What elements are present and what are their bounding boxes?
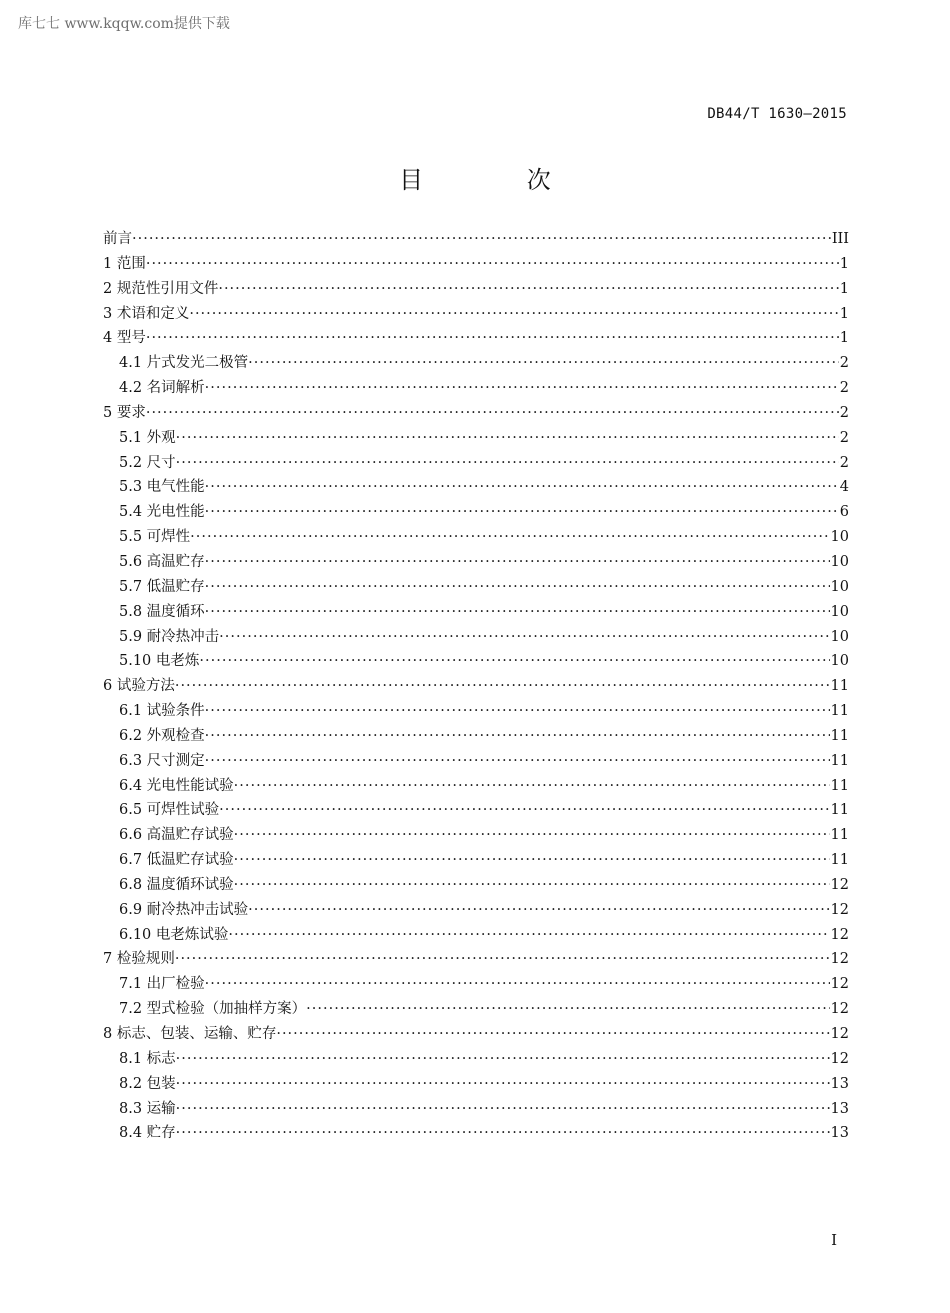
toc-entry-label: 贮存 <box>146 1125 176 1142</box>
toc-entry-number: 6.5 <box>119 802 147 819</box>
toc-entry-number: 6.3 <box>119 752 147 769</box>
toc-entry[interactable] <box>103 823 849 848</box>
toc-leader-dots <box>176 1121 830 1146</box>
toc-entry-label: 耐冷热冲击 <box>146 628 220 645</box>
toc-leader-dots <box>205 475 839 500</box>
toc-entry-label: 耐冷热冲击试验 <box>146 901 249 918</box>
toc-entry-label: 光电性能 <box>146 504 205 521</box>
toc-entry-label: 可焊性试验 <box>146 802 220 819</box>
toc-entry-label: 要求 <box>116 404 146 421</box>
document-code: DB44/T 1630—2015 <box>707 106 847 122</box>
watermark-text: 库七七 www.kqqw.com提供下载 <box>18 16 230 32</box>
toc-entry[interactable] <box>103 947 849 972</box>
toc-entry-number: 5.4 <box>119 504 147 521</box>
toc-entry-page: 2 <box>839 380 849 397</box>
toc-entry-page: 12 <box>830 1001 849 1018</box>
toc-entry-page: 13 <box>830 1075 849 1092</box>
toc-entry-number: 4 <box>103 330 117 347</box>
toc-entry[interactable] <box>103 252 849 277</box>
toc-leader-dots <box>218 277 838 302</box>
toc-leader-dots <box>176 1097 830 1122</box>
toc-entry-number: 1 <box>103 255 117 272</box>
toc-entry-number: 7.1 <box>119 976 147 993</box>
toc-entry-page: 11 <box>830 678 849 695</box>
toc-entry[interactable] <box>103 351 849 376</box>
toc-entry-page: 1 <box>839 330 849 347</box>
toc-entry-number: 6.6 <box>119 827 147 844</box>
toc-leader-dots <box>176 426 839 451</box>
toc-leader-dots <box>205 500 839 525</box>
toc-entry[interactable] <box>103 500 849 525</box>
toc-entry-number: 5 <box>103 404 117 421</box>
toc-entry[interactable] <box>103 401 849 426</box>
toc-entry-page: 12 <box>830 976 849 993</box>
page-number: I <box>831 1231 837 1249</box>
toc-entry[interactable] <box>103 600 849 625</box>
toc-entry-page: 11 <box>830 703 849 720</box>
toc-entry-page: 13 <box>830 1100 849 1117</box>
toc-leader-dots <box>176 451 839 476</box>
toc-entry-label: 片式发光二极管 <box>146 355 249 372</box>
toc-entry-label: 运输 <box>146 1100 176 1117</box>
toc-leader-dots <box>146 401 839 426</box>
toc-entry-page: 12 <box>830 876 849 893</box>
toc-entry-label: 低温贮存试验 <box>146 852 234 869</box>
toc-leader-dots <box>234 873 830 898</box>
toc-entry[interactable] <box>103 1022 849 1047</box>
toc-entry-page: 11 <box>830 852 849 869</box>
toc-entry-number: 5.3 <box>119 479 147 496</box>
toc-entry-page: 2 <box>839 355 849 372</box>
toc-leader-dots <box>146 326 839 351</box>
toc-entry-page: 4 <box>839 479 849 496</box>
page-title: 目 次 <box>399 166 599 194</box>
toc-entry-label: 温度循环试验 <box>146 876 234 893</box>
toc-entry-label: 可焊性 <box>146 529 191 546</box>
toc-entry[interactable] <box>103 749 849 774</box>
toc-entry-page: 12 <box>830 1026 849 1042</box>
toc-entry-label: 范围 <box>116 255 146 272</box>
toc-entry-page: 10 <box>830 529 849 546</box>
toc-entry[interactable] <box>103 326 849 351</box>
toc-entry-number: 5.8 <box>119 603 147 620</box>
toc-entry[interactable] <box>103 972 849 997</box>
toc-entry-number: 6.8 <box>119 876 147 893</box>
toc-entry-number: 7 <box>103 951 117 968</box>
toc-entry-label: 标志 <box>146 1050 176 1067</box>
toc-leader-dots <box>205 376 839 401</box>
toc-entry-number: 6 <box>103 678 117 695</box>
toc-entry-page: 10 <box>830 578 849 595</box>
toc-entry-label: 温度循环 <box>146 603 205 620</box>
toc-leader-dots <box>234 848 830 873</box>
toc-entry[interactable] <box>103 227 849 252</box>
toc-entry[interactable] <box>103 525 849 550</box>
toc-entry-page: 12 <box>830 1050 849 1067</box>
toc-leader-dots <box>205 575 830 600</box>
toc-entry-label: 光电性能试验 <box>146 777 234 794</box>
toc-leader-dots <box>205 724 830 749</box>
toc-entry-number: 5.2 <box>119 454 147 471</box>
toc-entry-number: 6.4 <box>119 777 147 794</box>
toc-leader-dots <box>205 600 830 625</box>
toc-entry-number: 5.6 <box>119 553 147 570</box>
toc-entry-page: 10 <box>830 553 849 570</box>
toc-entry-number: 8.1 <box>119 1050 147 1067</box>
toc-leader-dots <box>248 898 829 923</box>
toc-entry-number: 8 <box>103 1026 117 1042</box>
toc-entry-page: 10 <box>830 653 849 670</box>
toc-entry-page: 12 <box>830 926 849 943</box>
table-of-contents <box>103 227 849 1146</box>
toc-entry-page: 11 <box>830 827 849 844</box>
toc-entry[interactable] <box>103 451 849 476</box>
toc-entry[interactable] <box>103 1072 849 1097</box>
toc-leader-dots <box>219 625 829 650</box>
toc-entry-number: 5.10 <box>119 653 156 670</box>
toc-leader-dots <box>132 227 831 252</box>
toc-entry-page: 2 <box>839 404 849 421</box>
toc-leader-dots <box>205 972 830 997</box>
toc-entry-label: 尺寸测定 <box>146 752 205 769</box>
toc-leader-dots <box>175 674 830 699</box>
toc-entry-page: 11 <box>830 752 849 769</box>
toc-entry[interactable] <box>103 923 849 948</box>
toc-entry-page: 11 <box>830 727 849 744</box>
toc-leader-dots <box>205 550 830 575</box>
toc-leader-dots <box>205 699 830 724</box>
toc-entry[interactable] <box>103 873 849 898</box>
toc-entry-number: 8.2 <box>119 1075 147 1092</box>
toc-entry-page: 10 <box>830 603 849 620</box>
toc-leader-dots <box>189 302 838 327</box>
toc-entry-label: 出厂检验 <box>146 976 205 993</box>
toc-entry-label: 标志、包装、运输、贮存 <box>116 1026 277 1042</box>
toc-entry-number: 6.7 <box>119 852 147 869</box>
toc-entry-number: 7.2 <box>119 1001 147 1018</box>
toc-entry-page: 6 <box>839 504 849 521</box>
toc-entry-label: 尺寸 <box>146 454 176 471</box>
toc-entry-page: 11 <box>830 802 849 819</box>
toc-entry[interactable] <box>103 997 849 1022</box>
toc-leader-dots <box>228 923 829 948</box>
toc-entry-page: 2 <box>839 429 849 446</box>
toc-entry-page: 12 <box>830 951 849 968</box>
toc-leader-dots <box>234 823 830 848</box>
toc-leader-dots <box>146 252 839 277</box>
toc-entry-label: 型号 <box>116 330 146 347</box>
toc-entry-number: 3 <box>103 305 117 322</box>
toc-entry[interactable] <box>103 575 849 600</box>
toc-entry-label: 试验方法 <box>116 678 175 695</box>
toc-entry-page: 12 <box>830 901 849 918</box>
toc-entry-label: 外观检查 <box>146 727 205 744</box>
toc-leader-dots <box>176 1072 830 1097</box>
toc-entry[interactable] <box>103 1097 849 1122</box>
toc-entry[interactable] <box>103 774 849 799</box>
toc-entry-number: 6.10 <box>119 926 156 943</box>
toc-entry[interactable] <box>103 649 849 674</box>
toc-entry-page: 13 <box>830 1125 849 1142</box>
toc-entry[interactable] <box>103 848 849 873</box>
toc-entry[interactable] <box>103 674 849 699</box>
toc-entry-page: 1 <box>839 280 849 297</box>
toc-entry[interactable] <box>103 1121 849 1146</box>
toc-leader-dots <box>234 774 830 799</box>
toc-entry-page: 2 <box>839 454 849 471</box>
toc-entry-label: 电老炼 <box>155 653 200 670</box>
toc-entry[interactable] <box>103 699 849 724</box>
toc-entry-label: 低温贮存 <box>146 578 205 595</box>
toc-entry-label: 电老炼试验 <box>155 926 229 943</box>
toc-entry[interactable] <box>103 302 849 327</box>
toc-entry-page: III <box>831 231 849 247</box>
toc-entry-number: 8.4 <box>119 1125 147 1142</box>
toc-entry[interactable] <box>103 550 849 575</box>
toc-entry-label: 高温贮存试验 <box>146 827 234 844</box>
toc-entry-label: 电气性能 <box>146 479 205 496</box>
toc-entry[interactable] <box>103 1047 849 1072</box>
toc-entry[interactable] <box>103 426 849 451</box>
toc-entry-label: 前言 <box>103 231 132 247</box>
toc-entry-number: 5.5 <box>119 529 147 546</box>
toc-entry-label: 术语和定义 <box>116 305 190 322</box>
toc-entry-number: 5.1 <box>119 429 147 446</box>
toc-leader-dots <box>219 798 829 823</box>
toc-entry-label: 型式检验（加抽样方案） <box>146 1001 307 1018</box>
toc-entry[interactable] <box>103 376 849 401</box>
toc-leader-dots <box>205 749 830 774</box>
toc-entry[interactable] <box>103 475 849 500</box>
toc-entry-number: 5.9 <box>119 628 147 645</box>
toc-entry-label: 包装 <box>146 1075 176 1092</box>
toc-entry-number: 6.2 <box>119 727 147 744</box>
toc-entry[interactable] <box>103 798 849 823</box>
toc-entry[interactable] <box>103 898 849 923</box>
toc-entry[interactable] <box>103 625 849 650</box>
toc-leader-dots <box>190 525 829 550</box>
toc-entry-number: 8.3 <box>119 1100 147 1117</box>
toc-entry-number: 4.1 <box>119 355 147 372</box>
toc-leader-dots <box>306 997 829 1022</box>
toc-entry-page: 1 <box>839 305 849 322</box>
toc-entry-label: 检验规则 <box>116 951 175 968</box>
toc-entry-page: 11 <box>830 777 849 794</box>
toc-entry-page: 10 <box>830 628 849 645</box>
toc-entry-label: 外观 <box>146 429 176 446</box>
toc-leader-dots <box>276 1022 829 1047</box>
toc-entry[interactable] <box>103 724 849 749</box>
toc-entry-label: 规范性引用文件 <box>116 280 219 297</box>
toc-entry-number: 2 <box>103 280 117 297</box>
toc-entry-label: 高温贮存 <box>146 553 205 570</box>
toc-entry[interactable] <box>103 277 849 302</box>
toc-entry-number: 6.1 <box>119 703 147 720</box>
toc-entry-page: 1 <box>839 255 849 272</box>
toc-entry-number: 5.7 <box>119 578 147 595</box>
toc-entry-label: 名词解析 <box>146 380 205 397</box>
toc-leader-dots <box>199 649 829 674</box>
toc-entry-number: 4.2 <box>119 380 147 397</box>
toc-entry-number: 6.9 <box>119 901 147 918</box>
toc-leader-dots <box>176 1047 830 1072</box>
toc-leader-dots <box>248 351 839 376</box>
toc-entry-label: 试验条件 <box>146 703 205 720</box>
toc-leader-dots <box>175 947 830 972</box>
